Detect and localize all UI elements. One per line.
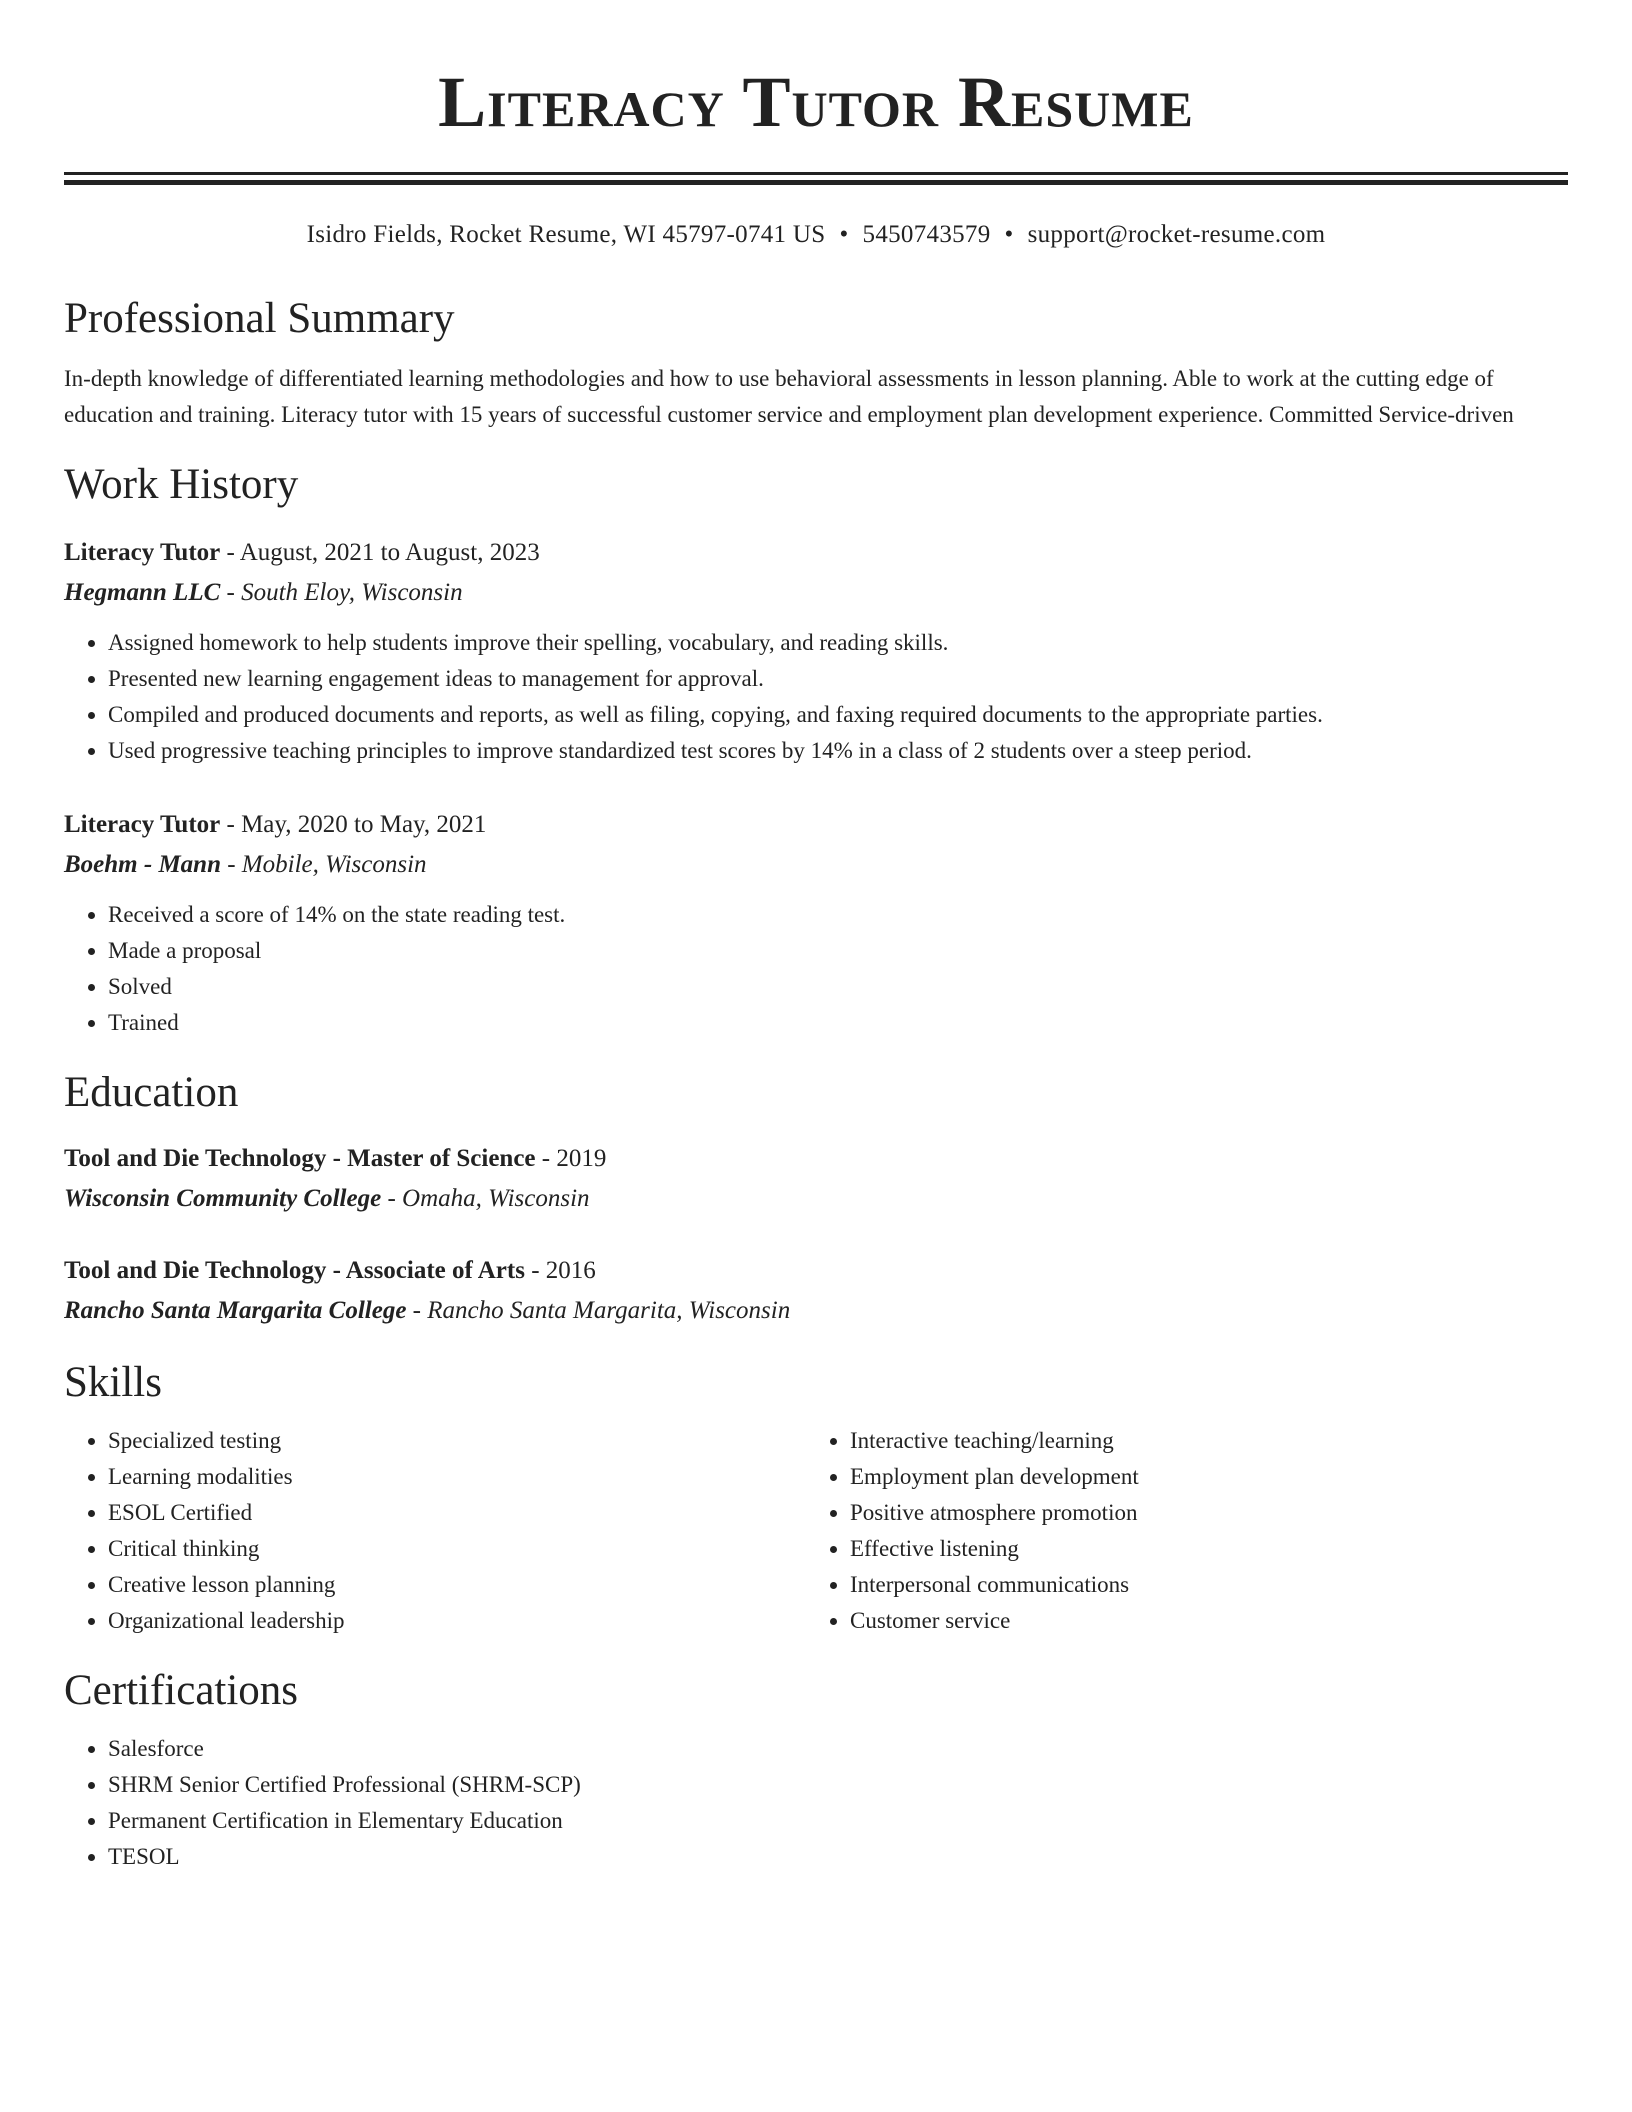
degree-name: Tool and Die Technology - Associate of Arts xyxy=(64,1257,525,1284)
certifications-heading: Certifications xyxy=(64,1667,299,1714)
degree-line xyxy=(64,1139,1568,1179)
summary-heading: Professional Summary xyxy=(64,295,455,342)
certifications-section xyxy=(64,1665,1568,1875)
job-title: Literacy Tutor xyxy=(64,811,221,838)
contact-email: support@rocket-resume.com xyxy=(1027,221,1326,248)
job-bullet: • Assigned homework to help students improve their spelling, vocabulary, and reading skills. xyxy=(108,625,1568,661)
skills-section xyxy=(64,1357,1568,1639)
resume-title: Literacy Tutor Resume xyxy=(438,62,1194,142)
job-company: Hegmann LLC xyxy=(64,579,221,606)
contact-separator: • xyxy=(1004,221,1014,248)
skill-item: • Interactive teaching/learning xyxy=(850,1423,1548,1459)
degree-year: - 2016 xyxy=(524,1257,596,1284)
certification-item: • TESOL xyxy=(108,1839,1568,1875)
job-title-line xyxy=(64,805,1568,845)
title-divider xyxy=(64,172,1568,185)
certifications-list xyxy=(64,1731,1568,1875)
contact-phone: 5450743579 xyxy=(862,221,991,248)
degree-name: Tool and Die Technology - Master of Science xyxy=(64,1145,536,1172)
skills-list-left xyxy=(64,1423,806,1639)
work-history-section xyxy=(64,459,1568,1041)
job-dates: - August, 2021 to August, 2023 xyxy=(220,539,540,566)
skill-item: • ESOL Certified xyxy=(108,1495,806,1531)
school-location: - Omaha, Wisconsin xyxy=(381,1185,590,1212)
education-section xyxy=(64,1067,1568,1331)
job-dates: - May, 2020 to May, 2021 xyxy=(220,811,487,838)
skill-item: • Interpersonal communications xyxy=(850,1567,1548,1603)
job-bullets xyxy=(64,625,1568,769)
skill-item: • Creative lesson planning xyxy=(108,1567,806,1603)
education-entry xyxy=(64,1251,1568,1331)
job-bullet: • Received a score of 14% on the state reading test. xyxy=(108,897,1568,933)
education-heading: Education xyxy=(64,1069,239,1116)
skills-heading: Skills xyxy=(64,1359,162,1406)
job-bullet: • Compiled and produced documents and reports, as well as filing, copying, and faxing required documents to the appropriate parties. xyxy=(108,697,1568,733)
skill-item: • Critical thinking xyxy=(108,1531,806,1567)
skill-item: • Organizational leadership xyxy=(108,1603,806,1639)
school-name: Wisconsin Community College xyxy=(64,1185,382,1212)
summary-text: In-depth knowledge of differentiated learning methodologies and how to use behavioral assessments in lesson planning. Able to work at the cutting edge of education and training. Literacy tutor with 15 years of successful customer service and employment plan development experience. Committed Service-driven xyxy=(64,366,1514,427)
degree-line xyxy=(64,1251,1568,1291)
school-name: Rancho Santa Margarita College xyxy=(64,1297,407,1324)
contact-line xyxy=(64,219,1568,251)
skill-item: • Specialized testing xyxy=(108,1423,806,1459)
job-company-line xyxy=(64,845,1568,885)
summary-section xyxy=(64,293,1568,433)
work-history-heading: Work History xyxy=(64,461,299,508)
job-location: - Mobile, Wisconsin xyxy=(220,851,427,878)
school-line xyxy=(64,1291,1568,1331)
certification-item: • Salesforce xyxy=(108,1731,1568,1767)
skills-list-right xyxy=(806,1423,1548,1639)
job-entry xyxy=(64,805,1568,1041)
job-company-line xyxy=(64,573,1568,613)
job-title-line xyxy=(64,533,1568,573)
job-bullet: • Made a proposal xyxy=(108,933,1568,969)
contact-separator: • xyxy=(839,221,849,248)
job-title: Literacy Tutor xyxy=(64,539,221,566)
job-bullet: • Presented new learning engagement ideas to management for approval. xyxy=(108,661,1568,697)
certification-item: • SHRM Senior Certified Professional (SHRM-SCP) xyxy=(108,1767,1568,1803)
skill-item: • Positive atmosphere promotion xyxy=(850,1495,1548,1531)
job-bullet: • Solved xyxy=(108,969,1568,1005)
job-entry xyxy=(64,533,1568,769)
job-bullets xyxy=(64,897,1568,1041)
skill-item: • Customer service xyxy=(850,1603,1548,1639)
skill-item: • Learning modalities xyxy=(108,1459,806,1495)
job-location: - South Eloy, Wisconsin xyxy=(220,579,463,606)
skill-item: • Employment plan development xyxy=(850,1459,1548,1495)
degree-year: - 2019 xyxy=(535,1145,607,1172)
contact-address: Isidro Fields, Rocket Resume, WI 45797-0741 US xyxy=(306,221,826,248)
job-bullet: • Trained xyxy=(108,1005,1568,1041)
school-line xyxy=(64,1179,1568,1219)
job-company: Boehm - Mann xyxy=(64,851,221,878)
skills-columns xyxy=(64,1423,1568,1639)
school-location: - Rancho Santa Margarita, Wisconsin xyxy=(406,1297,791,1324)
education-entry xyxy=(64,1139,1568,1219)
certification-item: • Permanent Certification in Elementary Education xyxy=(108,1803,1568,1839)
skill-item: • Effective listening xyxy=(850,1531,1548,1567)
job-bullet: • Used progressive teaching principles to improve standardized test scores by 14% in a class of 2 students over a steep period. xyxy=(108,733,1568,769)
